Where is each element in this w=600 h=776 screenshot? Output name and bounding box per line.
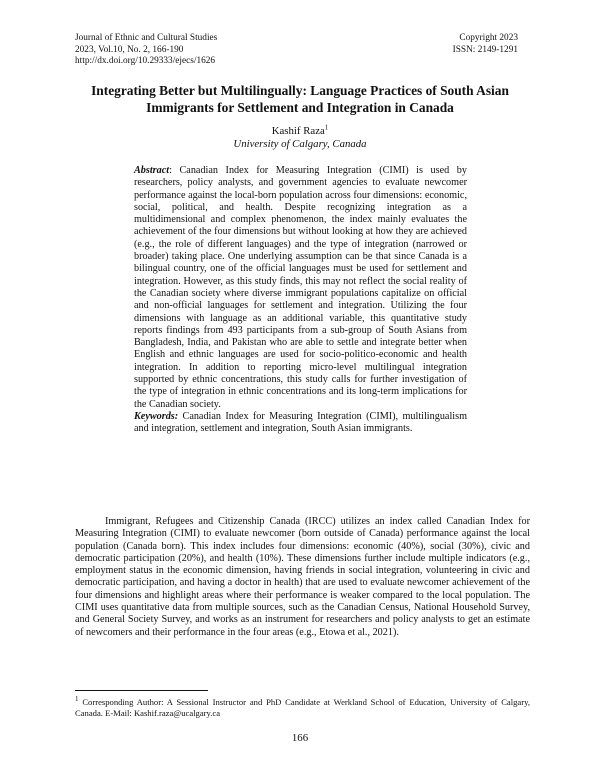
footnote [75,697,530,719]
journal-volume: 2023, Vol.10, No. 2, 166-190 [75,44,184,55]
footnote-text: Corresponding Author: A Sessional Instructor and PhD Candidate at Werkland School of Education, University of Calgary, Canada. E-Mail: Kashif.raza@ucalgary.ca [75,697,530,718]
journal-name: Journal of Ethnic and Cultural Studies [75,33,218,43]
keywords-paragraph [134,411,467,436]
author-name: Kashif Raza [271,125,325,137]
author-line [0,125,600,138]
journal-header [75,33,217,68]
abstract [134,165,467,436]
footnote-rule [75,690,208,691]
paper-title: Integrating Better but Multilingually: Language Practices of South Asian Immigrants for Settlement and Integration in Canada [91,83,509,115]
author-footnote-mark: 1 [324,123,329,132]
abstract-text: : Canadian Index for Measuring Integration (CIMI) is used by researchers, policy analysts, and government agencies to evaluate newcomer performance against the local-born population across four dimensions: economic, social, political, and health. Despite recognizing integration as a multidimensional and complex phenomenon, the index mainly evaluates the achievement of the four dimensions but without looking at how they are achieved (e.g., the role of different languages) and the type of integration (narrowed or broader) taking place. One underlying assumption can be that since Canada is a bilingual country, one of the official languages must be used for settlement and integration. However, as this study finds, this may not reflect the social reality of the Canadian society where diverse immigrant populations capitalize on official and non-official languages for settlement and integration. Utilizing the four dimensions with language as an additional variable, this quantitative study reports findings from 493 participants from a sub-group of South Asians from Bangladesh, India, and Pakistan who are able to settle and integrate better when English and ethnic languages are used for socio-politico-economic and health integration. In addition to reporting micro-level multilingual integration supported by ethnic concentrations, this study calls for further investigation of the type of integration in ethnic concentrations and its long-term implications for the Canadian society. [134,165,467,410]
keywords-label: Keywords: [134,410,179,422]
keywords-text: Canadian Index for Measuring Integration (CIMI), multilingualism and integration, settlement and integration, South Asian immigrants. [134,410,467,435]
issn: ISSN: 2149-1291 [452,44,518,55]
abstract-paragraph [134,165,467,411]
author-affiliation: University of Calgary, Canada [233,138,367,150]
page-number: 166 [291,732,309,744]
copyright: Copyright 2023 [459,33,518,43]
journal-doi: http://dx.doi.org/10.29333/ejecs/1626 [75,56,216,67]
abstract-label: Abstract [134,165,170,176]
copyright-header [453,33,518,56]
body-paragraph: Immigrant, Refugees and Citizenship Canada (IRCC) utilizes an index called Canadian Index for Measuring Integration (CIMI) to evaluate newcomer (born outside of Canada) performance against the local population (Canada born). This index includes four dimensions: economic (40%), social (30%), civic and democratic participation (20%), and health (10%). These dimensions further include multiple indicators (e.g., employment status in the economic dimension, having friends in social integration, volunteering in civic and democratic participation, and having a doctor in health) that are used to evaluate newcomer achievement of the four dimensions and highlight areas where their performance is weaker compared to the local population. The CIMI uses quantitative data from multiple sources, such as the Canadian Census, National Household Survey, and General Society Survey, and works as an instrument for researchers and policy analysts to get an estimate of newcomers and their performance in the four areas (e.g., Etowa et al., 2021). [75,516,530,638]
footnote-mark: 1 [75,695,79,704]
